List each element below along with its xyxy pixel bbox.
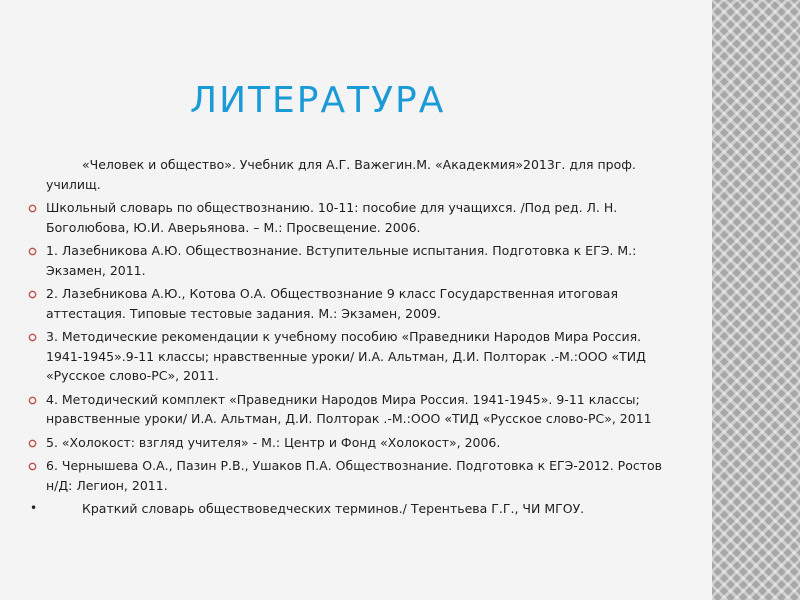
- list-item: [28, 241, 668, 280]
- circle-bullet-icon: [28, 462, 37, 471]
- circle-bullet-icon: [28, 333, 37, 342]
- list-item: [28, 456, 668, 495]
- list-item-text: 1. Лазебникова А.Ю. Обществознание. Вступительные испытания. Подготовка к ЕГЭ. М.: Экзамен, 2011.: [46, 243, 637, 278]
- circle-bullet-icon: [28, 204, 37, 213]
- list-item: [28, 327, 668, 386]
- list-item-text: 5. «Холокост: взгляд учителя» - М.: Центр и Фонд «Холокост», 2006.: [46, 434, 501, 450]
- list-item: [28, 284, 668, 323]
- bibliography: [28, 155, 668, 523]
- list-item: [28, 433, 668, 453]
- list-item: [28, 198, 668, 237]
- list-item-text: Школьный словарь по обществознанию. 10-11: пособие для учащихся. /Под ред. Л. Н. Боголюбова, Ю.И. Аверьянова. – М.: Просвещение. 2006.: [46, 200, 618, 235]
- bibliography-list: [28, 198, 668, 519]
- list-item-text: 3. Методические рекомендации к учебному пособию «Праведники Народов Мира Россия. 1941-1945».9-11 классы; нравственные уроки/ И.А. Альтман, Д.И. Полторак .-М.:ООО «ТИД «Русское слово-РС», 2011.: [46, 329, 646, 383]
- list-item: [28, 499, 668, 519]
- list-item-text: 6. Чернышева О.А., Пазин Р.В., Ушаков П.А. Обществознание. Подготовка к ЕГЭ-2012. Ростов н/Д: Легион, 2011.: [46, 458, 663, 493]
- circle-bullet-icon: [28, 396, 37, 405]
- circle-bullet-icon: [28, 439, 37, 448]
- circle-bullet-icon: [28, 290, 37, 299]
- list-item: [28, 390, 668, 429]
- list-item-text: 4. Методический комплект «Праведники Народов Мира Россия. 1941-1945». 9-11 классы; нравственные уроки/ И.А. Альтман, Д.И. Полторак .-М.:ООО «ТИД «Русское слово-РС», 2011: [46, 391, 652, 426]
- dot-bullet-icon: •: [30, 501, 38, 515]
- decorative-side-pattern: [712, 0, 800, 600]
- list-item-text: 2. Лазебникова А.Ю., Котова О.А. Обществознание 9 класс Государственная итоговая аттестация. Типовые тестовые задания. М.: Экзамен, 2009.: [46, 286, 618, 321]
- list-item-text: Краткий словарь обществоведческих терминов./ Терентьева Г.Г., ЧИ МГОУ.: [82, 501, 585, 516]
- slide-title: ЛИТЕРАТУРА: [190, 80, 446, 121]
- intro-paragraph: «Человек и общество». Учебник для А.Г. Важегин.М. «Акадекмия»2013г. для проф. училищ.: [46, 157, 636, 192]
- circle-bullet-icon: [28, 247, 37, 256]
